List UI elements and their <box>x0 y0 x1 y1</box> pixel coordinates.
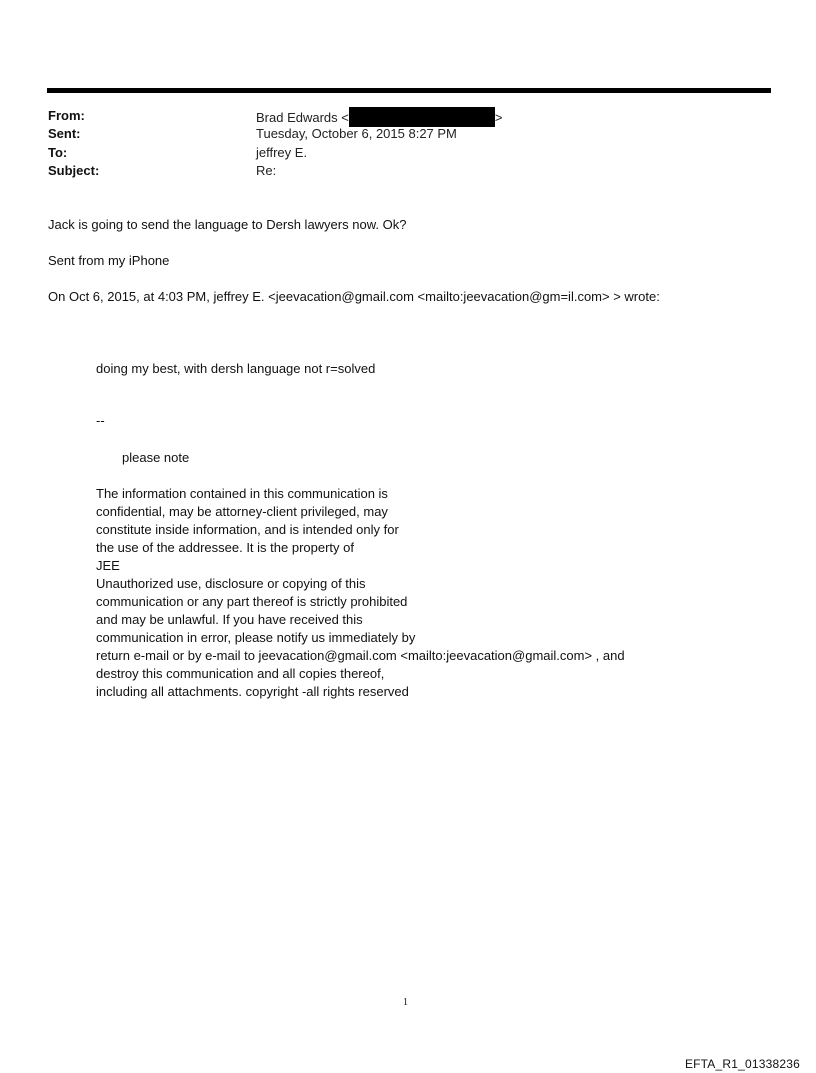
disclaimer-line: the use of the addressee. It is the property of <box>96 540 354 555</box>
from-close: > <box>494 110 503 125</box>
quoted-body: doing my best, with dersh language not r=solved <box>96 361 376 376</box>
disclaimer-line: including all attachments. copyright -all rights reserved <box>96 684 409 699</box>
to-value: jeffrey E. <box>256 145 308 160</box>
disclaimer-line: communication or any part thereof is strictly prohibited <box>96 594 408 609</box>
from-name: Brad Edwards < <box>256 110 349 125</box>
disclaimer-line: Unauthorized use, disclosure or copying of this <box>96 576 366 591</box>
signature-separator: -- <box>96 413 105 428</box>
sent-label: Sent: <box>48 126 81 141</box>
disclaimer-line: return e-mail or by e-mail to jeevacation@gmail.com <mailto:jeevacation@gmail.com> , and <box>96 648 625 663</box>
header-divider <box>47 88 771 93</box>
disclaimer-line: The information contained in this communication is <box>96 486 388 501</box>
quote-intro: On Oct 6, 2015, at 4:03 PM, jeffrey E. <jeevacation@gmail.com <mailto:jeevacation@gm=il.com> > wrote: <box>48 289 660 304</box>
confidentiality-disclaimer <box>96 485 625 701</box>
mobile-signature: Sent from my iPhone <box>48 253 170 268</box>
from-label: From: <box>48 108 85 123</box>
subject-value: Re: <box>256 163 277 178</box>
please-note: please note <box>122 450 190 465</box>
to-label: To: <box>48 145 68 160</box>
page-number: 1 <box>403 997 408 1008</box>
disclaimer-line: destroy this communication and all copies thereof, <box>96 666 385 681</box>
disclaimer-line: JEE <box>96 558 120 573</box>
subject-label: Subject: <box>48 163 100 178</box>
disclaimer-line: confidential, may be attorney-client privileged, may <box>96 504 388 519</box>
message-line: Jack is going to send the language to Dersh lawyers now. Ok? <box>48 217 407 232</box>
document-id: EFTA_R1_01338236 <box>684 1057 800 1071</box>
disclaimer-line: communication in error, please notify us immediately by <box>96 630 416 645</box>
disclaimer-line: and may be unlawful. If you have received this <box>96 612 363 627</box>
from-value <box>256 107 502 127</box>
sent-value: Tuesday, October 6, 2015 8:27 PM <box>256 126 457 141</box>
redaction-block <box>349 107 495 127</box>
disclaimer-line: constitute inside information, and is intended only for <box>96 522 399 537</box>
